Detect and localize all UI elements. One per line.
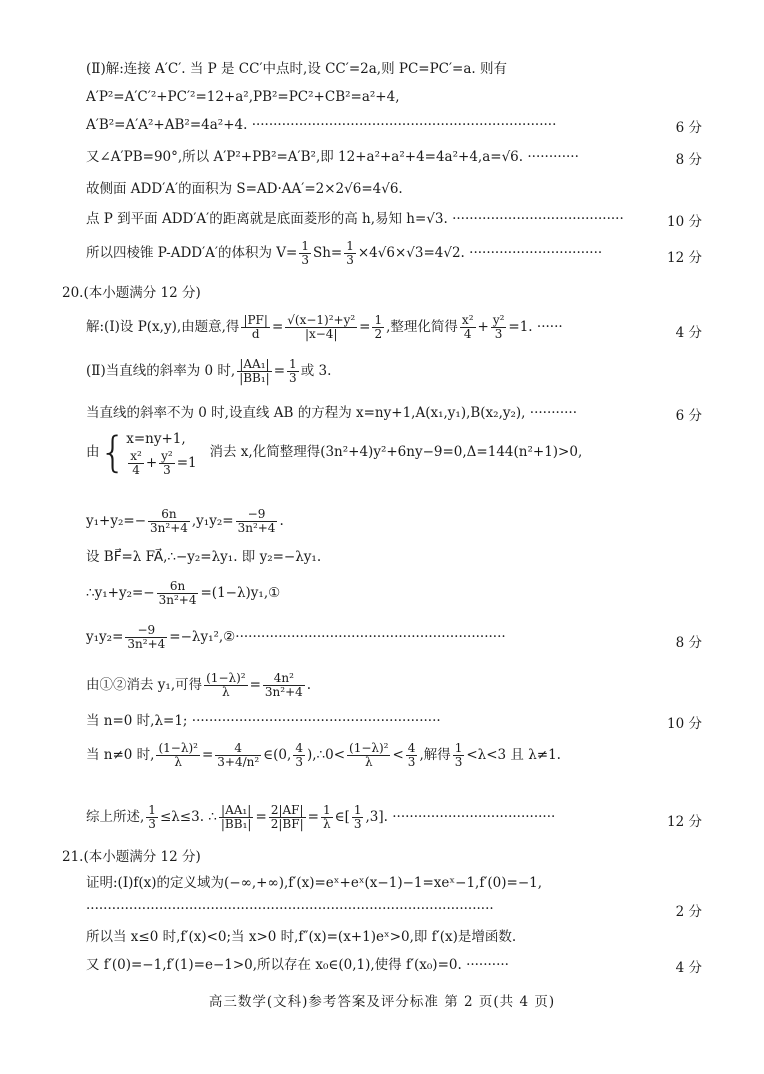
score-label: 6 分 [675, 408, 702, 424]
text-line: 证明:(Ⅰ)f(x)的定义域为(−∞,+∞),f′(x)=eˣ+eˣ(x−1)−1=xeˣ−1,f′(0)=−1, [86, 875, 543, 891]
score-label: 10 分 [667, 214, 702, 230]
score-label: 4 分 [675, 960, 702, 976]
text-line: (Ⅱ)当直线的斜率为 0 时, $\frac{\text{|AA₁|}}{\text{|BB₁|}}$ = $\frac{1}{3}$ 或 3. [86, 357, 332, 385]
text-line: 点 P 到平面 ADD′A′的距离就是底面菱形的高 h,易知 h=√3. ········································ [86, 211, 624, 227]
equation: 点 P 到平面 ADD′A′的距离就是底面菱形的高 h,易知 h=√3. [86, 211, 448, 227]
text-line: 又 f′(0)=−1,f′(1)=e−1>0,所以存在 x₀∈(0,1),使得 f′(x₀)=0. ·········· [86, 957, 509, 973]
equation: 又∠A′PB=90°,所以 A′P²+PB²=A′B²,即 12+a²+a²+4=4a²+4,a=√6. [86, 149, 524, 165]
text-line: 当直线的斜率不为 0 时,设直线 AB 的方程为 x=ny+1,A(x₁,y₁),B(x₂,y₂), ··········· [86, 405, 577, 421]
score-label: 8 分 [675, 152, 702, 168]
score-label: 2 分 [675, 904, 702, 920]
score-label: 6 分 [675, 120, 702, 136]
text-line: ······························································································· [86, 901, 494, 917]
score-label: 12 分 [667, 814, 702, 830]
score-label: 10 分 [667, 716, 702, 732]
fraction: $\frac{1}{3}$ [301, 239, 309, 267]
text-line: A′P²=A′C′²+PC′²=12+a²,PB²=PC²+CB²=a²+4, [86, 89, 400, 105]
equation: 所以四棱锥 P-ADD′A′的体积为 V= [86, 245, 298, 261]
text-line: A′B²=A′A²+AB²=4a²+4. ······································································· [86, 117, 557, 133]
text-line: 解:(Ⅰ)设 P(x,y),由题意,得 $\frac{|PF|}{d}$ = $\frac{\text{√(x−1)²+y²}}{|x-4|}$ = $\frac{1}{2}$ ,整理化简得 $\frac{\text{x²}}{4}$ + $\frac{\text{y²}}{3}$ =1. ······ [86, 313, 563, 341]
score-label: 8 分 [675, 635, 702, 651]
page-footer: 高三数学(文科)参考答案及评分标准 第 2 页(共 4 页) [208, 994, 556, 1010]
text-line: ∴y₁+y₂=− $\frac{6n}{\text{3n²+4}}$ =(1−λ)y₁,① [86, 579, 281, 607]
score-label: 4 分 [675, 325, 702, 341]
text-line: 又∠A′PB=90°,所以 A′P²+PB²=A′B²,即 12+a²+a²+4=4a²+4,a=√6. ············ [86, 149, 579, 165]
equation-system: 由{ x=ny+1, $\frac{\text{x²}}{4}$ + $\frac{\text{y²}}{3}$ =1 消去 x,化简整理得(3n²+4)y²+6ny−9=0,Δ=144(n²+1)>0, [86, 427, 583, 477]
equation: ×4√6×√3=4√2. [357, 245, 465, 261]
text-line: 所以四棱锥 P-ADD′A′的体积为 V= $\frac{1}{3}$ Sh= $\frac{1}{3}$ ×4√6×√3=4√2. ······························· [86, 239, 603, 267]
text-line: 设 BF⃗=λ FA⃗,∴−y₂=λy₁. 即 y₂=−λy₁. [86, 549, 322, 565]
text-line: 综上所述, $\frac{1}{3}$ ≤λ≤3. ∴ $\frac{\text{|AA₁|}}{\text{|BB₁|}}$ = $\frac{2|AF|}{2|BF|}$ = $\frac{1}{\lambda}$ ∈[ $\frac{1}{3}$ ,3]. ······································ [86, 803, 556, 831]
equation: A′B²=A′A²+AB²=4a²+4. [86, 117, 248, 133]
equation: Sh= [312, 245, 343, 261]
text-line: 所以当 x≤0 时,f′(x)<0;当 x>0 时,f″(x)=(x+1)eˣ>0,即 f′(x)是增函数. [86, 929, 517, 945]
text-line: y₁+y₂=− $\frac{6n}{\text{3n²+4}}$ ,y₁y₂= $\frac{-9}{\text{3n²+4}}$ . [86, 507, 284, 535]
text-line: (Ⅱ)解:连接 A′C′. 当 P 是 CC′中点时,设 CC′=2a,则 PC=PC′=a. 则有 [86, 61, 508, 77]
question-title: 21.(本小题满分 12 分) [62, 849, 201, 865]
fraction: $\frac{1}{3}$ [346, 239, 354, 267]
text-line: y₁y₂= $\frac{-9}{\text{3n²+4}}$ =−λy₁²,②······························································· [86, 623, 506, 651]
text-line: 由①②消去 y₁,可得 $\frac{\text{(1−λ)²}}{\lambda}$ = $\frac{\text{4n²}}{\text{3n²+4}}$ . [86, 671, 312, 699]
score-label: 12 分 [667, 250, 702, 266]
question-title: 20.(本小题满分 12 分) [62, 285, 201, 301]
text-line: 故侧面 ADD′A′的面积为 S=AD·AA′=2×2√6=4√6. [86, 181, 403, 197]
text-line: 当 n≠0 时, $\frac{\text{(1−λ)²}}{\lambda}$ = $\frac{4}{\text{3+4/n²}}$ ∈(0, $\frac{4}{3}$ ),∴0< $\frac{\text{(1−λ)²}}{\lambda}$ < $\frac{4}{3}$ ,解得 $\frac{1}{3}$ <λ<3 且 λ≠1. [86, 741, 561, 769]
text-line: 当 n=0 时,λ=1; ·························································· [86, 713, 441, 729]
